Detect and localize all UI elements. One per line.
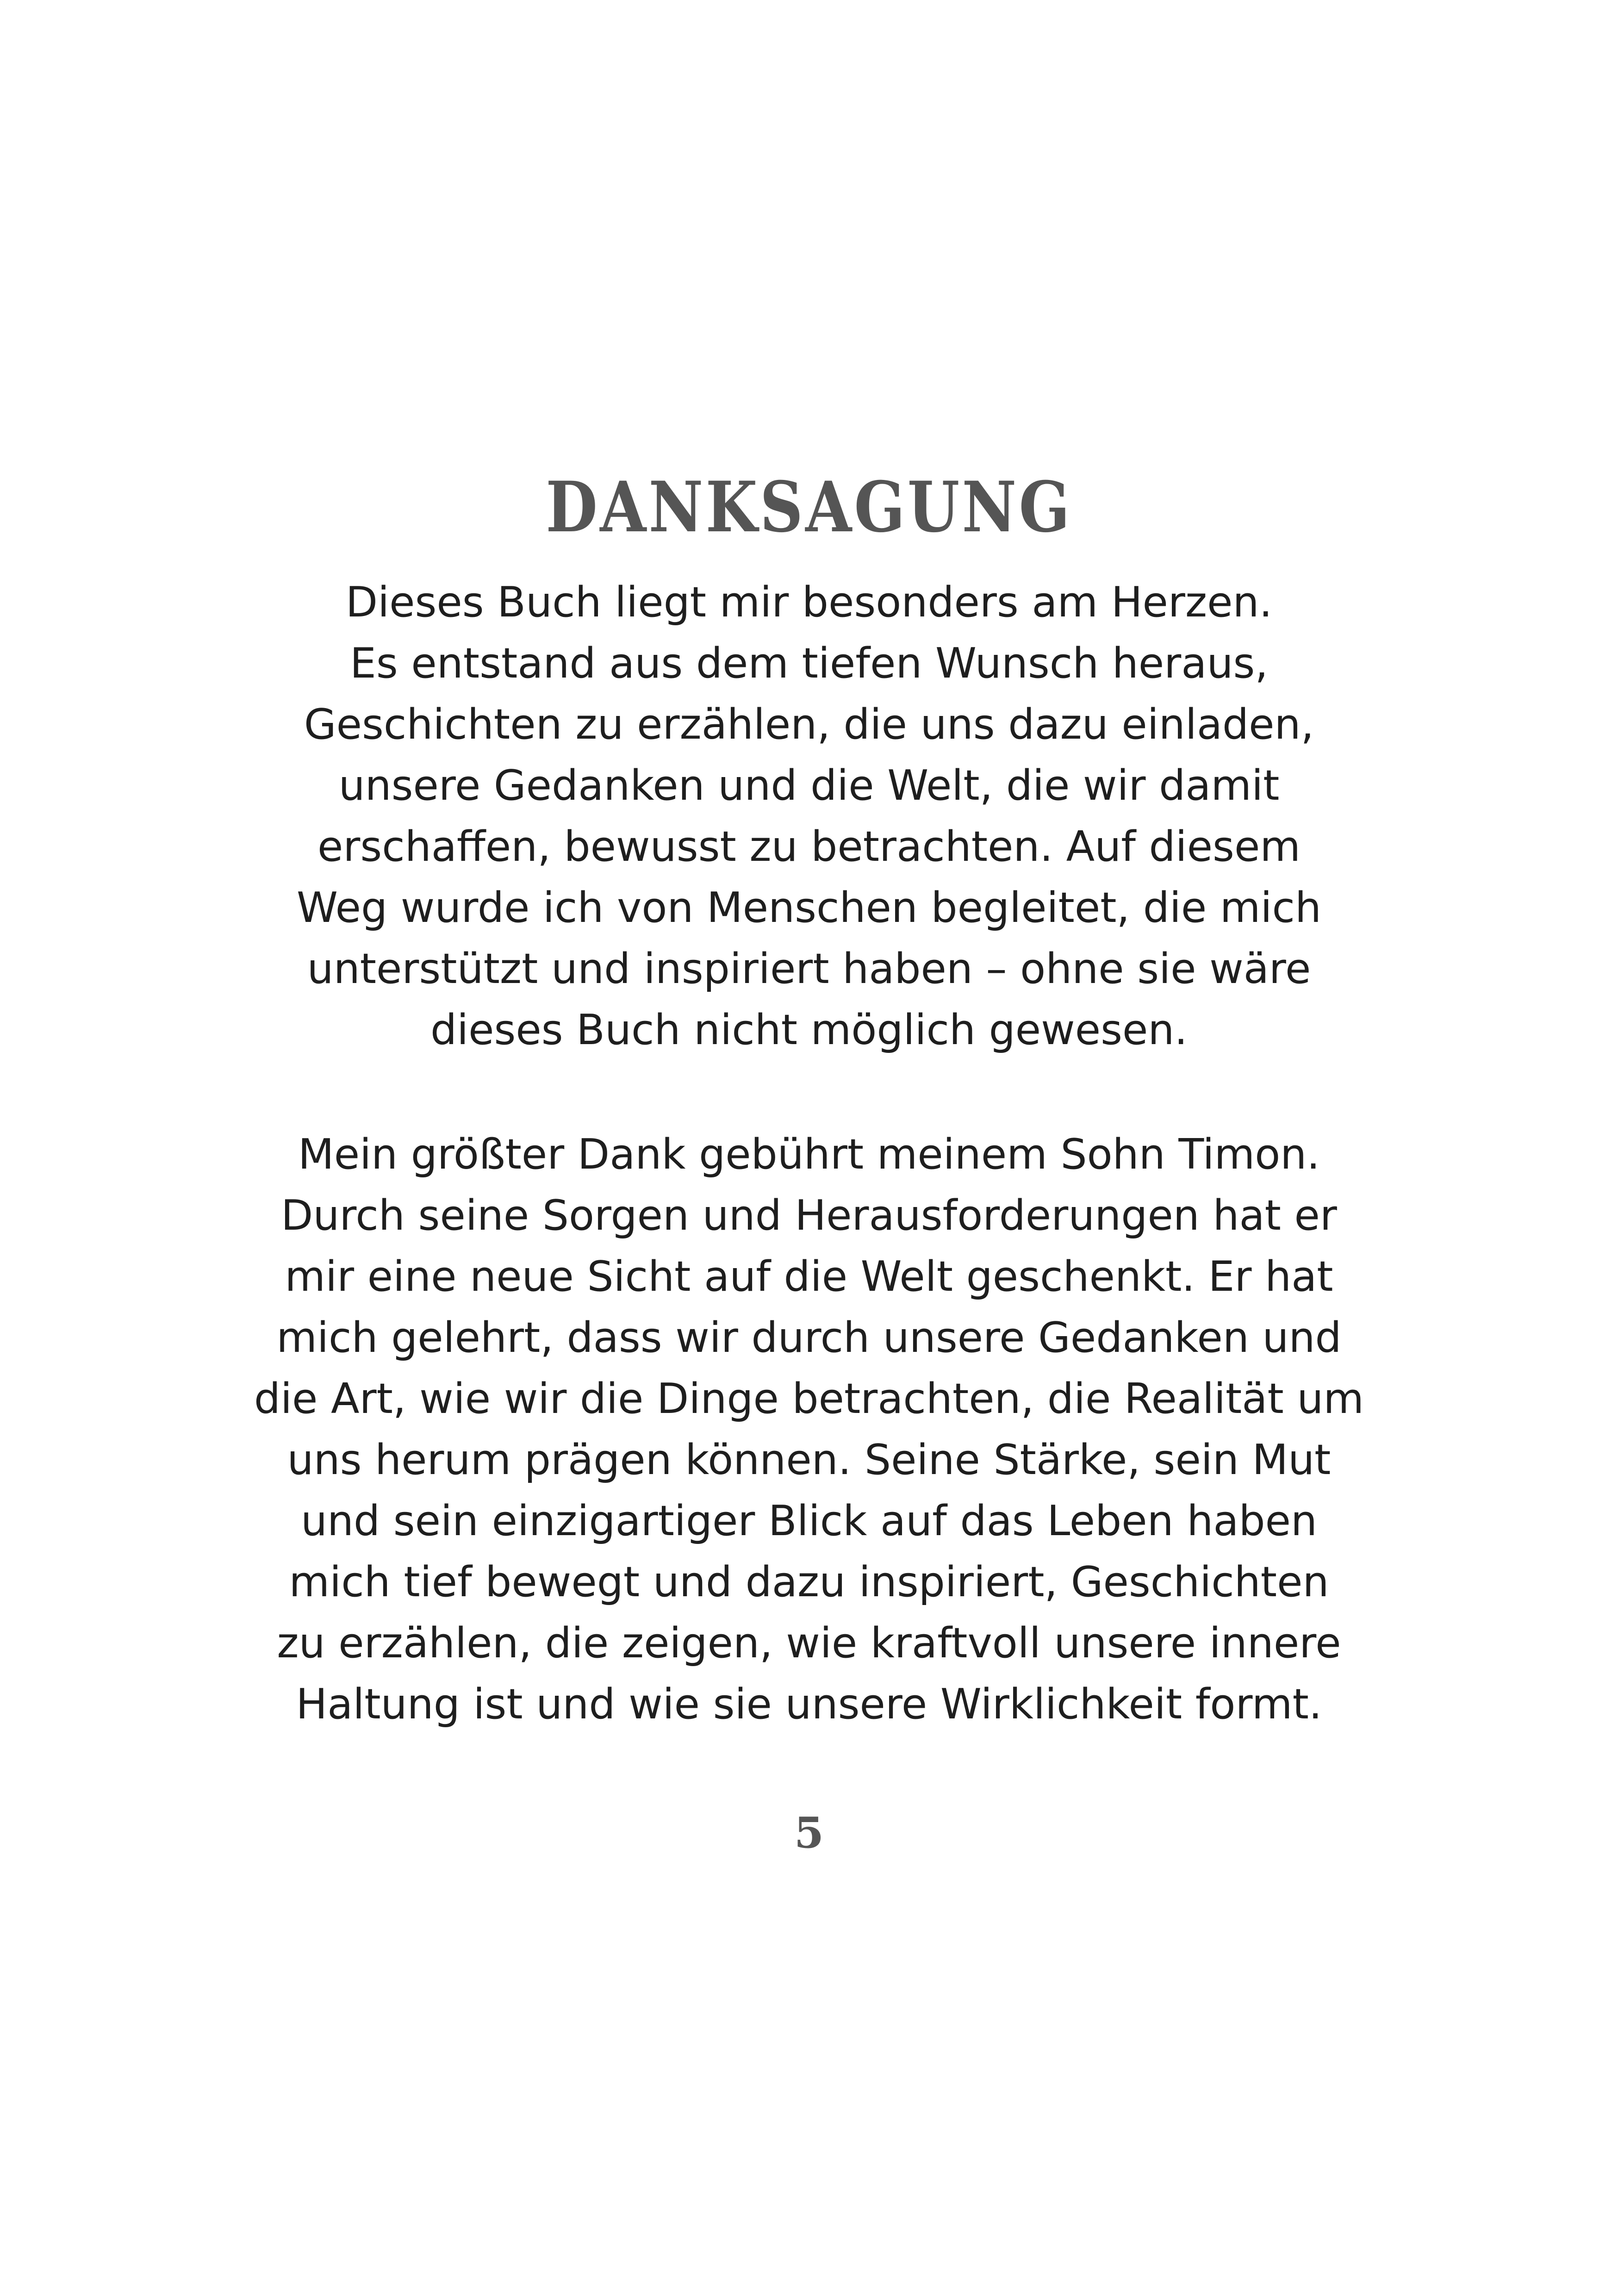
page-number: 5	[794, 1808, 824, 1858]
text-line: Haltung ist und wie sie unsere Wirklichkeit formt.	[296, 1680, 1322, 1729]
text-line: uns herum prägen können. Seine Stärke, sein Mut	[287, 1436, 1331, 1484]
text-line: Dieses Buch liegt mir besonders am Herzen.	[345, 578, 1273, 627]
page-title: DANKSAGUNG	[546, 466, 1072, 548]
text-line: mich tief bewegt und dazu inspiriert, Geschichten	[289, 1558, 1329, 1606]
text-line: Durch seine Sorgen und Herausforderungen hat er	[281, 1191, 1337, 1240]
text-line: Weg wurde ich von Menschen begleitet, die mich	[296, 884, 1322, 932]
text-line: Geschichten zu erzählen, die uns dazu einladen,	[304, 700, 1314, 749]
text-line: die Art, wie wir die Dinge betrachten, die Realität um	[254, 1375, 1364, 1423]
text-line: mir eine neue Sicht auf die Welt geschenkt. Er hat	[285, 1252, 1333, 1301]
text-line: zu erzählen, die zeigen, wie kraftvoll unsere innere	[277, 1619, 1341, 1668]
text-line: unsere Gedanken und die Welt, die wir damit	[338, 761, 1280, 810]
text-line: mich gelehrt, dass wir durch unsere Gedanken und	[276, 1313, 1342, 1362]
text-line: erschaffen, bewusst zu betrachten. Auf diesem	[317, 822, 1301, 871]
text-line: Mein größter Dank gebührt meinem Sohn Timon.	[298, 1130, 1320, 1179]
paragraph-2	[0, 1124, 1618, 1735]
paragraph-1	[0, 572, 1618, 1061]
text-line: unterstützt und inspiriert haben – ohne sie wäre	[307, 945, 1311, 993]
text-line: und sein einzigartiger Blick auf das Leben haben	[300, 1497, 1318, 1545]
text-line: Es entstand aus dem tiefen Wunsch heraus,	[350, 639, 1268, 688]
text-line: dieses Buch nicht möglich gewesen.	[430, 1006, 1188, 1054]
